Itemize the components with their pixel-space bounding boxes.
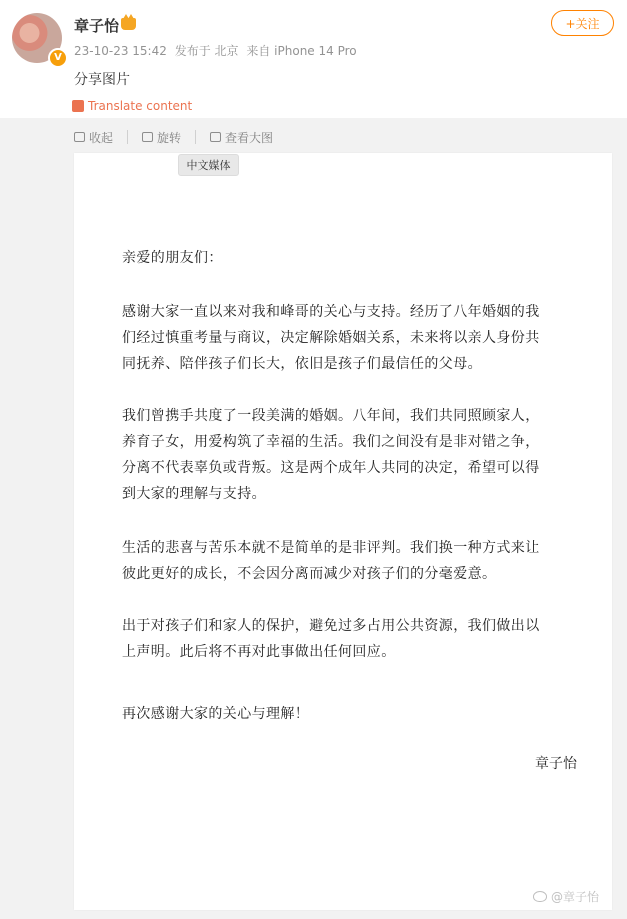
letter-paragraph: 我们曾携手共度了一段美满的婚姻。八年间，我们共同照顾家人，养育子女，用爱构筑了幸福的生活。我们之间没有是非对错之争，分离不代表辜负或背叛。这是两个成年人共同的决定，希望可以得到大家的理解与支持。 xyxy=(122,408,540,502)
crown-icon xyxy=(121,18,136,30)
collapse-icon xyxy=(74,132,85,142)
rotate-button[interactable] xyxy=(142,129,181,146)
letter-paragraph: 生活的悲喜与苦乐本就不是简单的是非评判。我们换一种方式来让彼此更好的成长，不会因分离而减少对孩子们的分毫爱意。 xyxy=(122,540,540,582)
post-meta xyxy=(74,42,361,59)
username[interactable]: 章子怡 xyxy=(74,17,120,35)
weibo-icon xyxy=(533,891,547,902)
follow-button[interactable]: +关注 xyxy=(551,10,614,36)
verified-badge-icon: V xyxy=(48,48,68,68)
image-toolbar xyxy=(74,127,287,147)
translate-icon xyxy=(72,100,84,112)
view-large-button[interactable] xyxy=(210,129,273,146)
letter-signature: 章子怡 xyxy=(535,756,577,772)
translate-label: Translate content xyxy=(88,99,193,113)
view-large-icon xyxy=(210,132,221,142)
tooltip: 中文媒体 xyxy=(178,154,239,176)
letter-closing: 再次感谢大家的关心与理解！ xyxy=(122,706,310,722)
watermark-text: @章子怡 xyxy=(551,890,600,904)
letter-greeting: 亲爱的朋友们： xyxy=(122,250,223,266)
post-timestamp[interactable]: 23-10-23 15:42 xyxy=(74,44,167,58)
letter-paragraph: 出于对孩子们和家人的保护，避免过多占用公共资源，我们做出以上声明。此后将不再对此事做出任何回应。 xyxy=(122,618,540,660)
collapse-button[interactable] xyxy=(74,129,113,146)
rotate-icon xyxy=(142,132,153,142)
letter-paragraph: 感谢大家一直以来对我和峰哥的关心与支持。经历了八年婚姻的我们经过慎重考量与商议，决定解除婚姻关系，未来将以亲人身份共同抚养、陪伴孩子们长大，依旧是孩子们最信任的父母。 xyxy=(122,304,540,372)
weibo-watermark xyxy=(533,888,599,905)
toolbar-divider xyxy=(127,130,128,144)
rotate-label: 旋转 xyxy=(157,130,182,145)
translate-link[interactable] xyxy=(72,99,192,113)
toolbar-divider xyxy=(195,130,196,144)
post-location: 发布于 北京 xyxy=(174,44,239,58)
view-large-label: 查看大图 xyxy=(225,130,274,145)
letter-image[interactable] xyxy=(74,153,612,910)
post-text: 分享图片 xyxy=(74,72,130,88)
post-header xyxy=(0,0,627,125)
collapse-label: 收起 xyxy=(89,130,114,145)
post-device: 来自 iPhone 14 Pro xyxy=(246,44,357,58)
